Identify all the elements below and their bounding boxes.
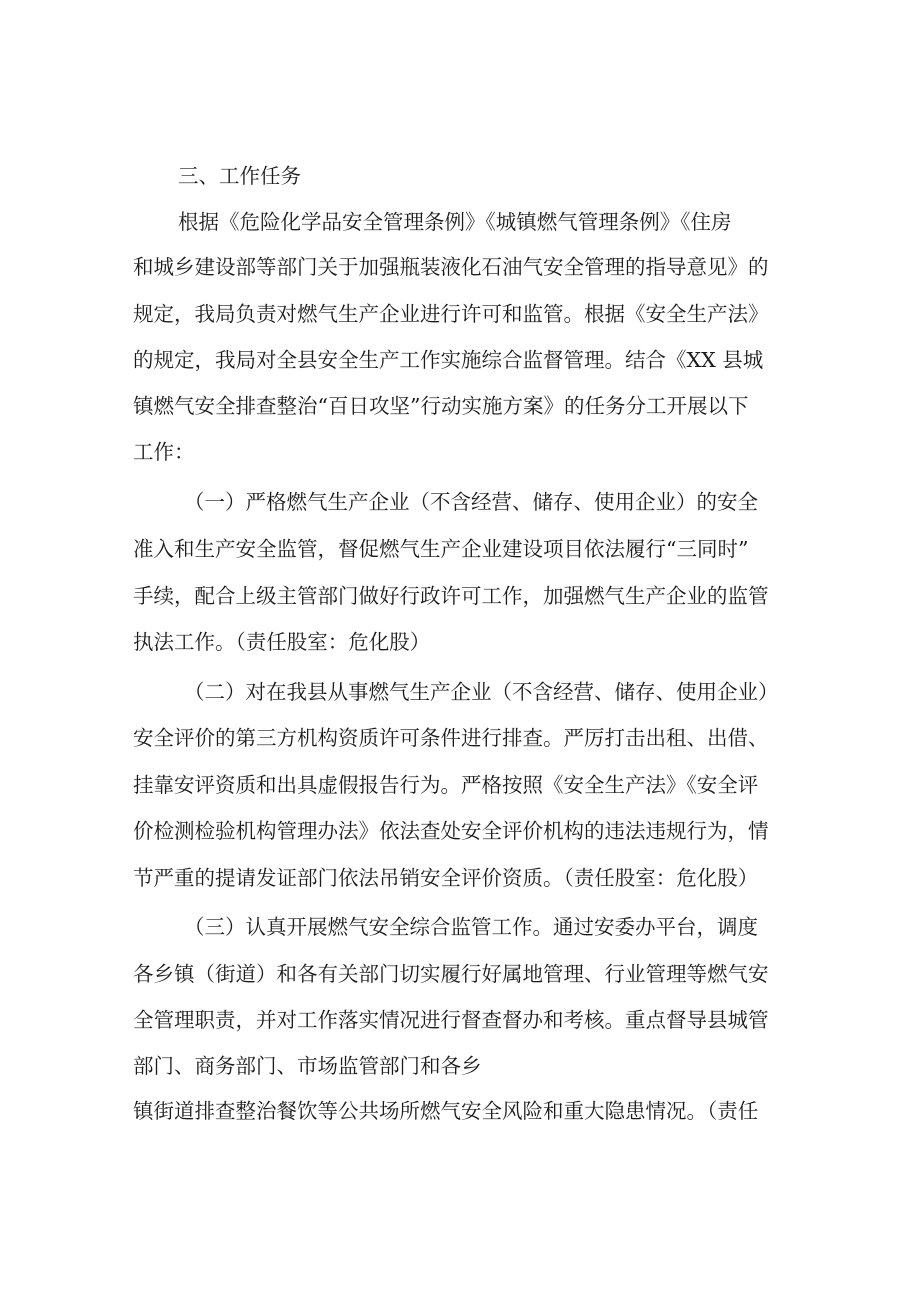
paragraph-line: 和城乡建设部等部门关于加强瓶装液化石油气安全管理的指导意见》的 [133,255,769,279]
paragraph-line: 执法工作。（责任股室：危化股） [133,630,431,654]
paragraph-line: 规定，我局负责对燃气生产企业进行许可和监管。根据《安全生产法》 [133,302,769,326]
paragraph-line: 工作： [133,440,195,464]
paragraph-line: 价检测检验机构管理办法》依法查处安全评价机构的违法违规行为，情 [133,819,769,843]
paragraph-line: 挂靠安评资质和出具虚假报告行为。严格按照《安全生产法》《安全评 [133,773,759,797]
paragraph-line: 根据《危险化学品安全管理条例》《城镇燃气管理条例》《住房 [178,210,732,234]
paragraph-line: 全管理职责，并对工作落实情况进行督查督办和考核。重点督导县城管 [133,1008,769,1032]
paragraph-line: 镇街道排查整治餐饮等公共场所燃气安全风险和重大隐患情况。（责任 [133,1099,759,1123]
paragraph-line: 镇燃气安全排查整治“百日攻坚”行动实施方案》的任务分工开展以下 [133,394,749,418]
paragraph-line: （二）对在我县从事燃气生产企业（不含经营、储存、使用企业） [184,680,779,704]
paragraph-line: （三）认真开展燃气安全综合监管工作。通过安委办平台，调度 [184,915,758,939]
paragraph-line: （一）严格燃气生产企业（不含经营、储存、使用企业）的安全 [184,490,758,514]
paragraph-line: 节严重的提请发证部门依法吊销安全评价资质。（责任股室：危化股） [133,866,759,890]
paragraph-line: 部门、商务部门、市场监管部门和各乡 [133,1054,482,1078]
paragraph-line: 准入和生产安全监管，督促燃气生产企业建设项目依法履行“三同时” [133,537,749,561]
paragraph-line: 各乡镇（街道）和各有关部门切实履行好属地管理、行业管理等燃气安 [133,962,769,986]
paragraph-line: 的规定，我局对全县安全生产工作实施综合监督管理。结合《XX 县城 [133,348,764,372]
section-heading: 三、工作任务 [178,164,301,188]
paragraph-line: 安全评价的第三方机构资质许可条件进行排查。严厉打击出租、出借、 [133,726,769,750]
paragraph-line: 手续，配合上级主管部门做好行政许可工作，加强燃气生产企业的监管 [133,584,769,608]
